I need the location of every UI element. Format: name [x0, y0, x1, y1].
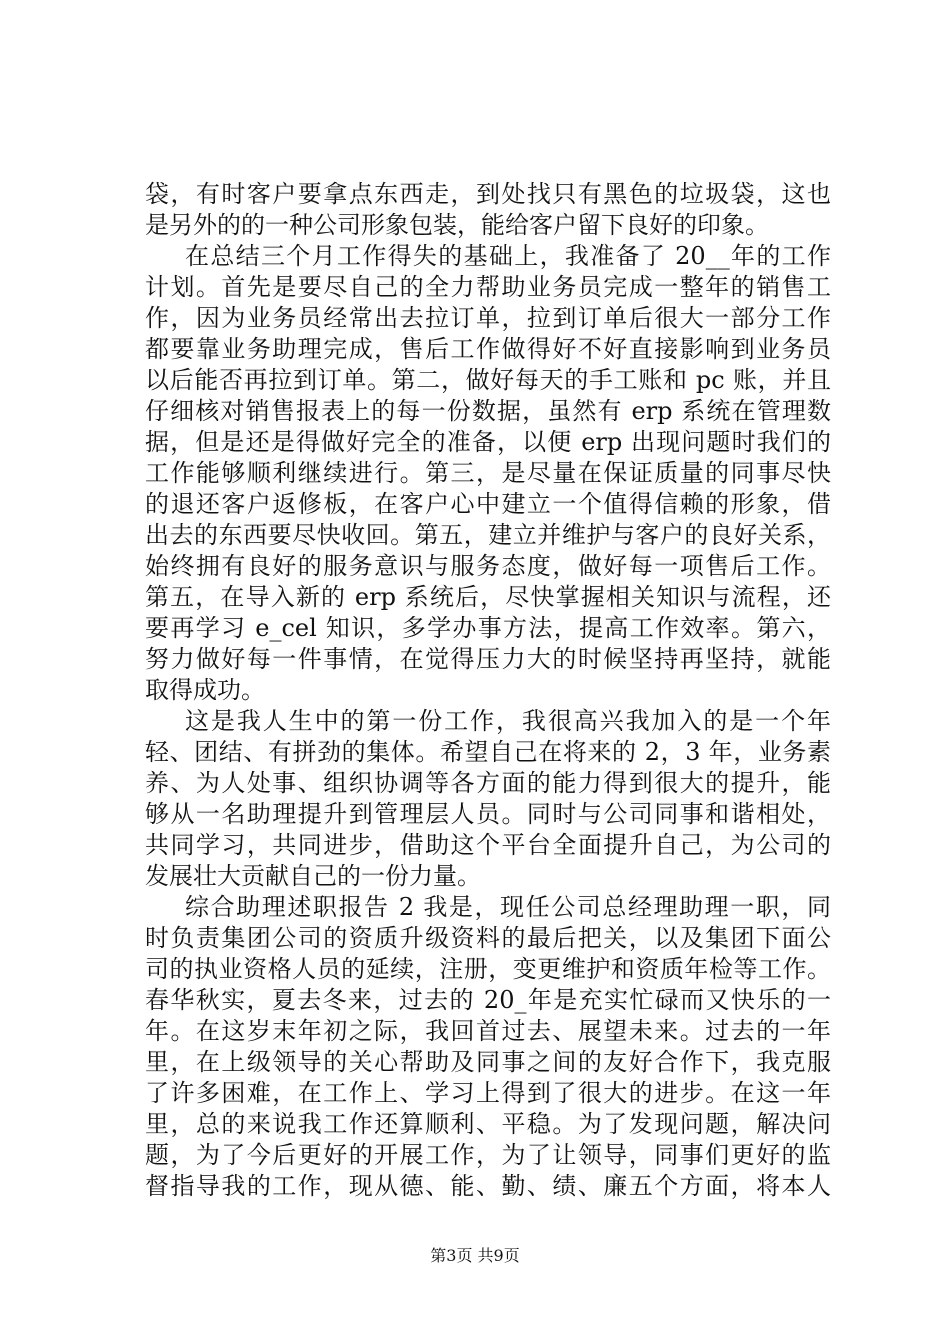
text-line: 共同学习，共同进步，借助这个平台全面提升自己，为公司的 [145, 831, 831, 859]
text-line: 在总结三个月工作得失的基础上，我准备了 20__年的工作 [185, 242, 831, 270]
text-line: 够从一名助理提升到管理层人员。同时与公司同事和谐相处， [145, 800, 831, 828]
text-line: 综合助理述职报告 2 我是，现任公司总经理助理一职，同 [185, 893, 831, 921]
text-line: 都要靠业务助理完成，售后工作做得好不好直接影响到业务员 [145, 335, 831, 363]
text-line: 第五，在导入新的 erp 系统后，尽快掌握相关知识与流程，还 [145, 583, 831, 611]
document-body [145, 179, 831, 1202]
text-line: 了许多困难，在工作上、学习上得到了很大的进步。在这一年 [145, 1079, 831, 1107]
text-line: 工作能够顺利继续进行。第三，是尽量在保证质量的同事尽快 [145, 459, 831, 487]
text-line: 仔细核对销售报表上的每一份数据，虽然有 erp 系统在管理数 [145, 397, 831, 425]
text-line: 出去的东西要尽快收回。第五，建立并维护与客户的良好关系， [145, 521, 831, 549]
text-line: 计划。首先是要尽自己的全力帮助业务员完成一整年的销售工 [145, 273, 831, 301]
text-line: 司的执业资格人员的延续，注册，变更维护和资质年检等工作。 [145, 955, 831, 983]
text-line: 养、为人处事、组织协调等各方面的能力得到很大的提升，能 [145, 769, 831, 797]
text-line: 的退还客户返修板，在客户心中建立一个值得信赖的形象，借 [145, 490, 831, 518]
text-line: 这是我人生中的第一份工作，我很高兴我加入的是一个年 [185, 707, 831, 735]
text-line: 取得成功。 [145, 676, 265, 704]
text-line: 时负责集团公司的资质升级资料的最后把关，以及集团下面公 [145, 924, 831, 952]
text-line: 发展壮大贡献自己的一份力量。 [145, 862, 481, 890]
text-line: 春华秋实，夏去冬来，过去的 20_年是充实忙碌而又快乐的一 [145, 986, 831, 1014]
text-line: 据，但是还是得做好完全的准备，以便 erp 出现问题时我们的 [145, 428, 831, 456]
text-line: 作，因为业务员经常出去拉订单，拉到订单后很大一部分工作 [145, 304, 831, 332]
page-footer: 第3页 共9页 [430, 1246, 520, 1265]
text-line: 始终拥有良好的服务意识与服务态度，做好每一项售后工作。 [145, 552, 831, 580]
text-line: 题，为了今后更好的开展工作，为了让领导，同事们更好的监 [145, 1141, 831, 1169]
text-line: 以后能否再拉到订单。第二，做好每天的手工账和 pc 账，并且 [145, 366, 831, 394]
text-line: 袋，有时客户要拿点东西走，到处找只有黑色的垃圾袋，这也 [145, 180, 831, 208]
text-line: 努力做好每一件事情，在觉得压力大的时候坚持再坚持，就能 [145, 645, 831, 673]
text-line: 督指导我的工作，现从德、能、勤、绩、廉五个方面，将本人 [145, 1172, 831, 1200]
text-line: 里，总的来说我工作还算顺利、平稳。为了发现问题，解决问 [145, 1110, 831, 1138]
text-line: 轻、团结、有拼劲的集体。希望自己在将来的 2，3 年，业务素 [145, 738, 831, 766]
text-line: 要再学习 e_cel 知识，多学办事方法，提高工作效率。第六， [145, 614, 831, 642]
text-line: 是另外的的一种公司形象包装，能给客户留下良好的印象。 [145, 211, 769, 239]
text-line: 里，在上级领导的关心帮助及同事之间的友好合作下，我克服 [145, 1048, 831, 1076]
text-line: 年。在这岁末年初之际，我回首过去、展望未来。过去的一年 [145, 1017, 831, 1045]
